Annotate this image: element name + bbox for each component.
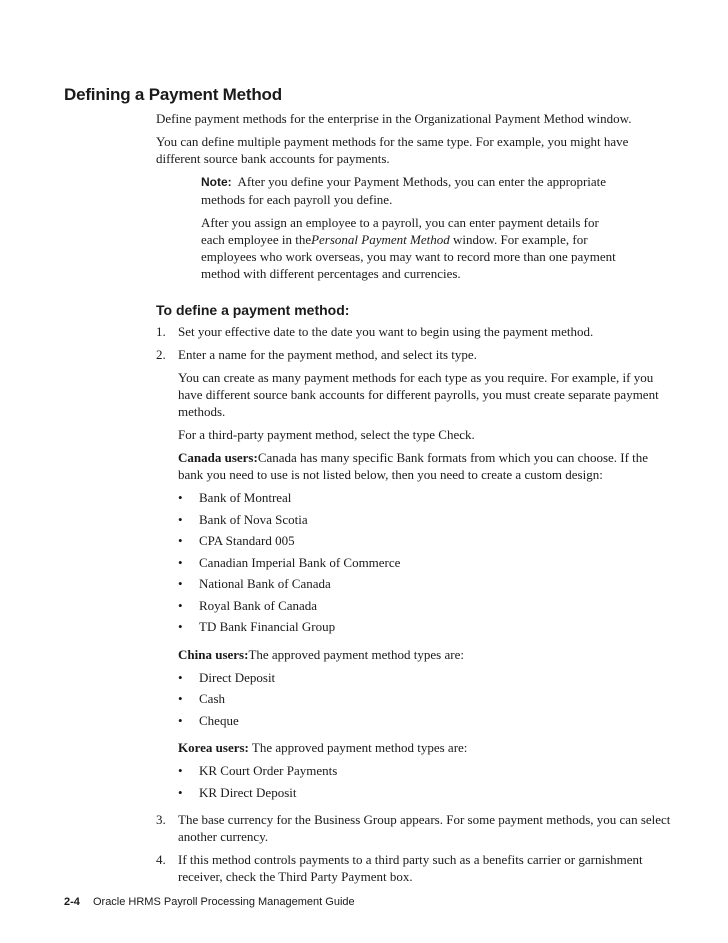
canada-bank-list: [178, 489, 676, 640]
list-item-text: Cheque: [199, 712, 239, 728]
bullet-icon: •: [178, 691, 183, 706]
list-item: [178, 554, 676, 576]
bullet-icon: •: [178, 490, 183, 505]
bullet-icon: •: [178, 669, 183, 685]
bullet-icon: •: [178, 763, 183, 778]
korea-label: Korea users:: [178, 740, 249, 755]
bullet-icon: •: [178, 554, 183, 570]
step-number: 1.: [156, 324, 166, 339]
list-item-text: Direct Deposit: [199, 669, 276, 685]
step-text: Enter a name for the payment method, and select its type.: [178, 347, 477, 362]
bullet-icon: •: [178, 576, 183, 591]
list-item-text: Bank of Nova Scotia: [199, 511, 308, 527]
step-text: Set your effective date to the date you want to begin using the payment method.: [178, 324, 594, 339]
footer-title: Oracle HRMS Payroll Processing Management Guide: [92, 896, 355, 908]
window-name: Personal Payment Method: [311, 232, 450, 247]
list-item: [178, 784, 676, 806]
list-item: [178, 618, 676, 640]
step-detail: You can create as many payment methods for each type as you require. For example, if you have different source bank accounts for different payrolls, you must create separate payment methods.: [178, 370, 659, 419]
note-label: Note:: [201, 175, 232, 189]
bullet-icon: •: [178, 597, 183, 613]
list-item-text: Royal Bank of Canada: [199, 597, 318, 613]
intro-paragraph-2: You can define multiple payment methods for the same type. For example, you might have different source bank accounts for payments.: [156, 134, 629, 166]
list-item-text: National Bank of Canada: [199, 576, 331, 591]
list-item-text: Cash: [199, 691, 225, 706]
china-note: [178, 646, 676, 663]
step-number: 4.: [156, 852, 166, 867]
note-block: [201, 173, 621, 282]
canada-text: Canada has many specific Bank formats from which you can choose. If the bank you need to use is not listed below, then you need to create a custom design:: [178, 450, 649, 482]
list-item-text: TD Bank Financial Group: [199, 619, 336, 634]
list-item-text: CPA Standard 005: [199, 533, 295, 548]
korea-type-list: [178, 762, 676, 805]
korea-note: [178, 739, 676, 756]
step-4: [156, 851, 676, 885]
step-text: If this method controls payments to a third party such as a benefits carrier or garnishment receiver, check the Third Party Payment box.: [178, 852, 643, 884]
list-item: [178, 511, 676, 533]
note-text: After you define your Payment Methods, you can enter the appropriate methods for each payroll you define.: [201, 174, 607, 207]
body-column: [156, 110, 676, 891]
step-3: [156, 811, 676, 845]
note-paragraph-2: [201, 214, 621, 282]
list-item: [178, 575, 676, 597]
list-item-text: KR Direct Deposit: [199, 784, 297, 800]
list-item-text: KR Court Order Payments: [199, 763, 338, 778]
canada-label: Canada users:: [178, 450, 258, 465]
list-item: [178, 690, 676, 712]
step-detail: For a third-party payment method, select the type Check.: [178, 427, 475, 442]
korea-text: The approved payment method types are:: [248, 740, 468, 755]
bullet-icon: •: [178, 712, 183, 728]
bullet-icon: •: [178, 511, 183, 527]
canada-note: [178, 449, 676, 483]
list-item: [178, 669, 676, 691]
page-number: 2-4: [64, 896, 80, 908]
step-1: [156, 323, 676, 340]
step-text: The base currency for the Business Group appears. For some payment methods, you can select another currency.: [178, 812, 671, 844]
bullet-icon: •: [178, 533, 183, 548]
note-text-2b: window. For example, for employees who work overseas, you may want to record more than one payment method with different percentages and currencies.: [201, 232, 616, 281]
list-item-text: Bank of Montreal: [199, 490, 292, 505]
page-footer: [64, 896, 355, 908]
list-item-text: Canadian Imperial Bank of Commerce: [199, 554, 401, 570]
step-2: [156, 346, 676, 805]
list-item: [178, 532, 676, 554]
step-number: 3.: [156, 812, 166, 827]
procedure-title: To define a payment method:: [156, 302, 350, 318]
note-text-2a: After you assign an employee to a payroll, you can enter payment details for each employee in the: [201, 215, 599, 247]
china-label: China users:: [178, 646, 249, 662]
china-text: The approved payment method types are:: [248, 646, 464, 662]
step-number: 2.: [156, 347, 166, 362]
china-type-list: [178, 669, 676, 734]
list-item: [178, 489, 676, 511]
list-item: [178, 597, 676, 619]
procedure-steps: [156, 323, 676, 885]
note-paragraph: [201, 173, 621, 208]
intro-paragraph-1: Define payment methods for the enterprise in the Organizational Payment Method window.: [156, 111, 632, 126]
list-item: [178, 762, 676, 784]
bullet-icon: •: [178, 619, 183, 634]
list-item: [178, 712, 676, 734]
bullet-icon: •: [178, 784, 183, 800]
section-heading: Defining a Payment Method: [64, 85, 282, 104]
